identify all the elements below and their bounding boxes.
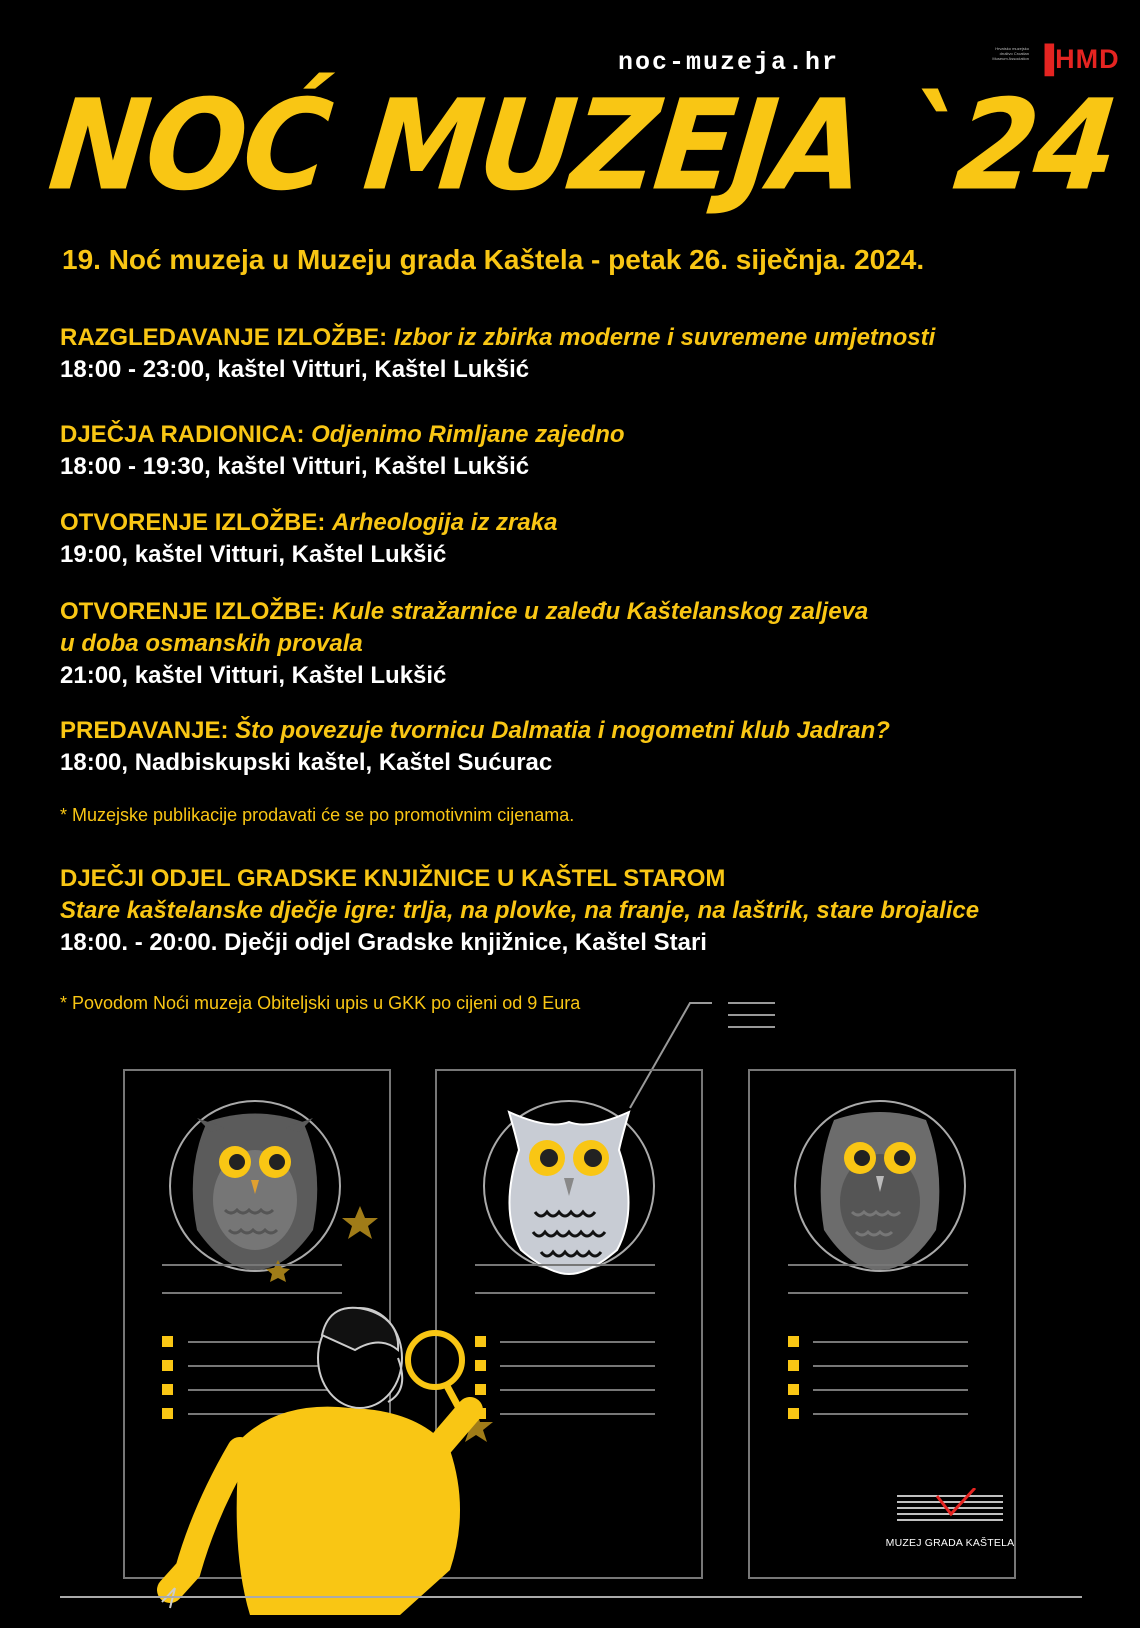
event-label: OTVORENJE IZLOŽBE: [60, 509, 326, 536]
event-heading [60, 507, 1100, 539]
event-time-place: 21:00, kaštel Vitturi, Kaštel Lukšić [60, 662, 447, 689]
event-heading [60, 715, 1100, 747]
event-label: RAZGLEDAVANJE IZLOŽBE: [60, 324, 388, 351]
event-title: Odjenimo Rimljane zajedno [311, 421, 625, 448]
event-time-place: 18:00, Nadbiskupski kaštel, Kaštel Sućurac [60, 749, 553, 776]
publications-note: * Muzejske publikacije prodavati će se po promotivnim cijenama. [60, 805, 575, 825]
event-title: Arheologija iz zraka [332, 509, 558, 536]
event-title: Što povezuje tvornicu Dalmatia i nogometni klub Jadran? [235, 717, 890, 744]
event-label: DJEČJA RADIONICA: [60, 421, 305, 448]
event-heading [60, 596, 1100, 628]
event-title: Kule stražarnice u zaleđu Kaštelanskog zaljeva [332, 598, 869, 625]
panel-bullets [162, 1336, 968, 1419]
event-children-workshop [60, 419, 1100, 483]
hmd-logo-small-text: Hrvatsko muzejsko društvo Croatian Museum Association [992, 46, 1029, 61]
event-exhibition-viewing [60, 322, 1100, 386]
library-heading: DJEČJI ODJEL GRADSKE KNJIŽNICE U KAŠTEL STAROM [60, 865, 726, 892]
event-lecture [60, 715, 1100, 779]
event-subtitle: 19. Noć muzeja u Muzeju grada Kaštela - petak 26. siječnja. 2024. [62, 244, 925, 275]
hmd-logo-mark: ▐HMD [1035, 44, 1120, 74]
event-heading [60, 322, 1100, 354]
event-exhibition-opening-towers [60, 596, 1100, 692]
family-membership-note: * Povodom Noći muzeja Obiteljski upis u GKK po cijeni od 9 Eura [60, 993, 581, 1013]
website-url[interactable]: noc-muzeja.hr [618, 48, 840, 77]
event-title: Izbor iz zbirka moderne i suvremene umjetnosti [393, 324, 936, 351]
event-time-place: 19:00, kaštel Vitturi, Kaštel Lukšić [60, 541, 447, 568]
event-label: PREDAVANJE: [60, 717, 229, 744]
event-heading [60, 419, 1100, 451]
event-time-place: 18:00 - 19:30, kaštel Vitturi, Kaštel Lukšić [60, 453, 530, 480]
event-title-line2: u doba osmanskih provala [60, 630, 363, 657]
library-title: Stare kaštelanske dječje igre: trlja, na plovke, na franje, na laštrik, stare brojalice [60, 897, 980, 924]
library-event [60, 863, 1100, 959]
owl-middle [509, 1112, 629, 1274]
event-exhibition-opening-archaeology [60, 507, 1100, 571]
hmd-logo [985, 44, 1120, 74]
owl-right [821, 1112, 940, 1270]
museum-logo-name: MUZEJ GRADA KAŠTELA [885, 1537, 1015, 1549]
muzej-grada-kastela-logo [885, 1488, 1015, 1549]
bottom-divider [60, 1596, 1082, 1598]
person-with-magnifier [162, 1308, 470, 1615]
poster-title: NOĆ MUZEJA `24 [43, 71, 1123, 219]
museum-logo-mark [885, 1488, 1015, 1528]
event-label: OTVORENJE IZLOŽBE: [60, 598, 326, 625]
event-time-place: 18:00 - 23:00, kaštel Vitturi, Kaštel Lukšić [60, 356, 530, 383]
owl-left [193, 1114, 317, 1271]
library-time-place: 18:00. - 20:00. Dječji odjel Gradske knjižnice, Kaštel Stari [60, 929, 707, 956]
